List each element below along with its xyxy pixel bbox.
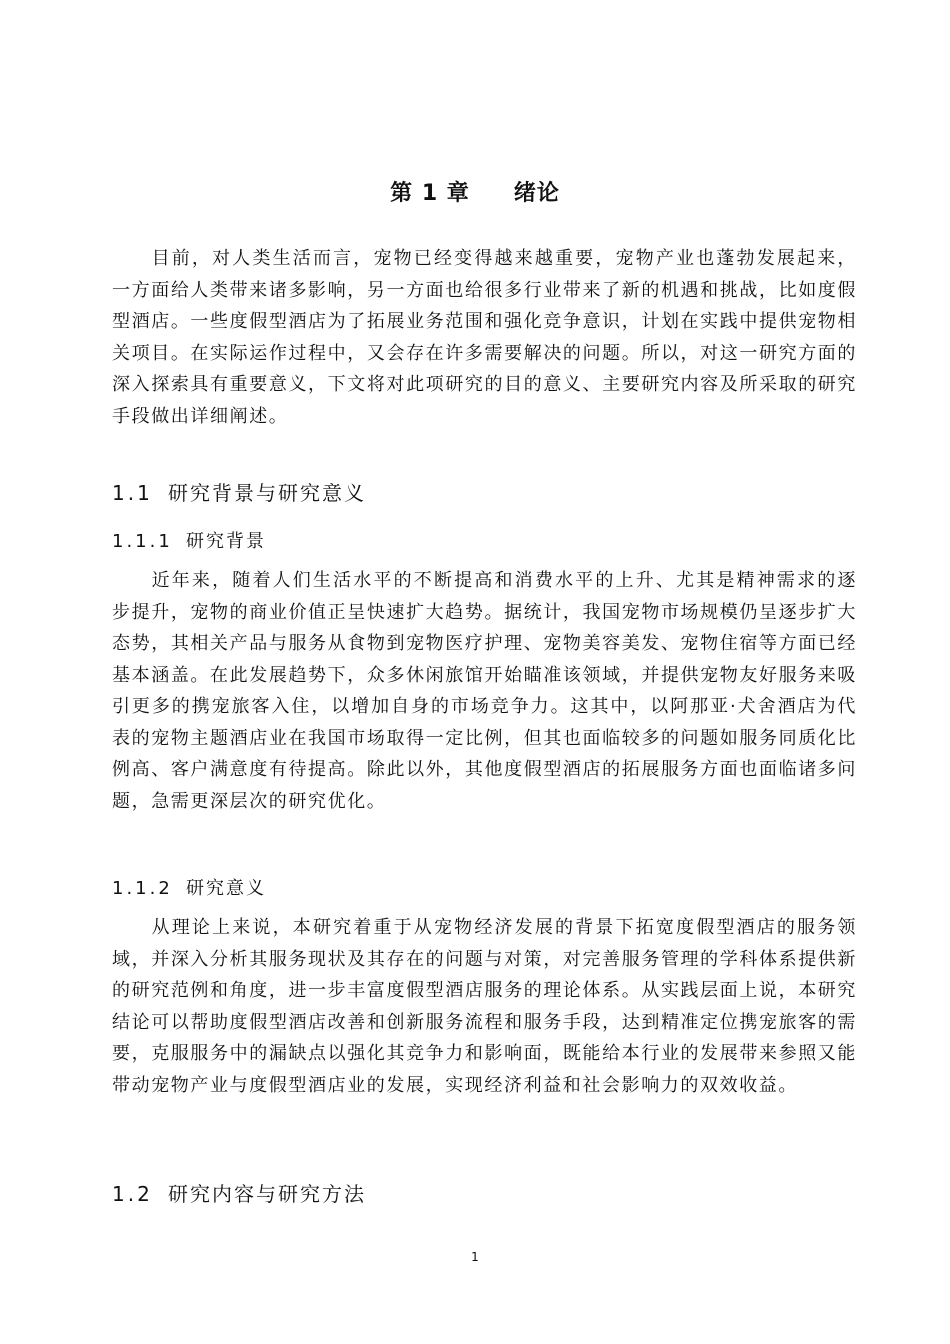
subsection-number: 1.1.1 <box>112 531 173 552</box>
section-number: 1.1 <box>112 481 153 505</box>
section-heading-1-1 <box>112 477 366 506</box>
subsection-title: 研究意义 <box>186 878 266 899</box>
section-title: 研究内容与研究方法 <box>168 1182 366 1206</box>
subsection-heading-1-1-2 <box>112 874 266 900</box>
section-heading-1-2 <box>112 1178 366 1207</box>
subsection-number: 1.1.2 <box>112 878 173 899</box>
significance-paragraph: 从理论上来说，本研究着重于从宠物经济发展的背景下拓宽度假型酒店的服务领域，并深入分析其服务现状及其存在的问题与对策，对完善服务管理的学科体系提供新的研究范例和角度，进一步丰富度假型酒店服务的理论体系。从实践层面上说，本研究结论可以帮助度假型酒店改善和创新服务流程和服务手段，达到精准定位携宠旅客的需要，克服服务中的漏缺点以强化其竞争力和影响面，既能给本行业的发展带来参照又能带动宠物产业与度假型酒店业的发展，实现经济利益和社会影响力的双效收益。 <box>112 917 857 1096</box>
subsection-heading-1-1-1 <box>112 527 266 553</box>
chapter-name: 绪论 <box>513 181 560 206</box>
section-number: 1.2 <box>112 1182 153 1206</box>
chapter-title <box>0 176 950 207</box>
background-paragraph: 近年来，随着人们生活水平的不断提高和消费水平的上升、尤其是精神需求的逐步提升，宠物的商业价值正呈快速扩大趋势。据统计，我国宠物市场规模仍呈逐步扩大态势，其相关产品与服务从食物到宠物医疗护理、宠物美容美发、宠物住宿等方面已经基本涵盖。在此发展趋势下，众多休闲旅馆开始瞄准该领域，并提供宠物友好服务来吸引更多的携宠旅客入住，以增加自身的市场竞争力。这其中，以阿那亚·犬舍酒店为代表的宠物主题酒店业在我国市场取得一定比例，但其也面临较多的问题如服务同质化比例高、客户满意度有待提高。除此以外，其他度假型酒店的拓展服务方面也面临诸多问题，急需更深层次的研究优化。 <box>112 570 857 812</box>
intro-paragraph: 目前，对人类生活而言，宠物已经变得越来越重要，宠物产业也蓬勃发展起来，一方面给人类带来诸多影响，另一方面也给很多行业带来了新的机遇和挑战，比如度假型酒店。一些度假型酒店为了拓展业务范围和强化竞争意识，计划在实践中提供宠物相关项目。在实际运作过程中，又会存在许多需要解决的问题。所以，对这一研究方面的深入探索具有重要意义，下文将对此项研究的目的意义、主要研究内容及所采取的研究手段做出详细阐述。 <box>112 248 857 427</box>
section-title: 研究背景与研究意义 <box>168 481 366 505</box>
subsection-title: 研究背景 <box>186 531 266 552</box>
chapter-number: 第 1 章 <box>390 181 470 206</box>
page-number: 1 <box>471 1250 479 1264</box>
